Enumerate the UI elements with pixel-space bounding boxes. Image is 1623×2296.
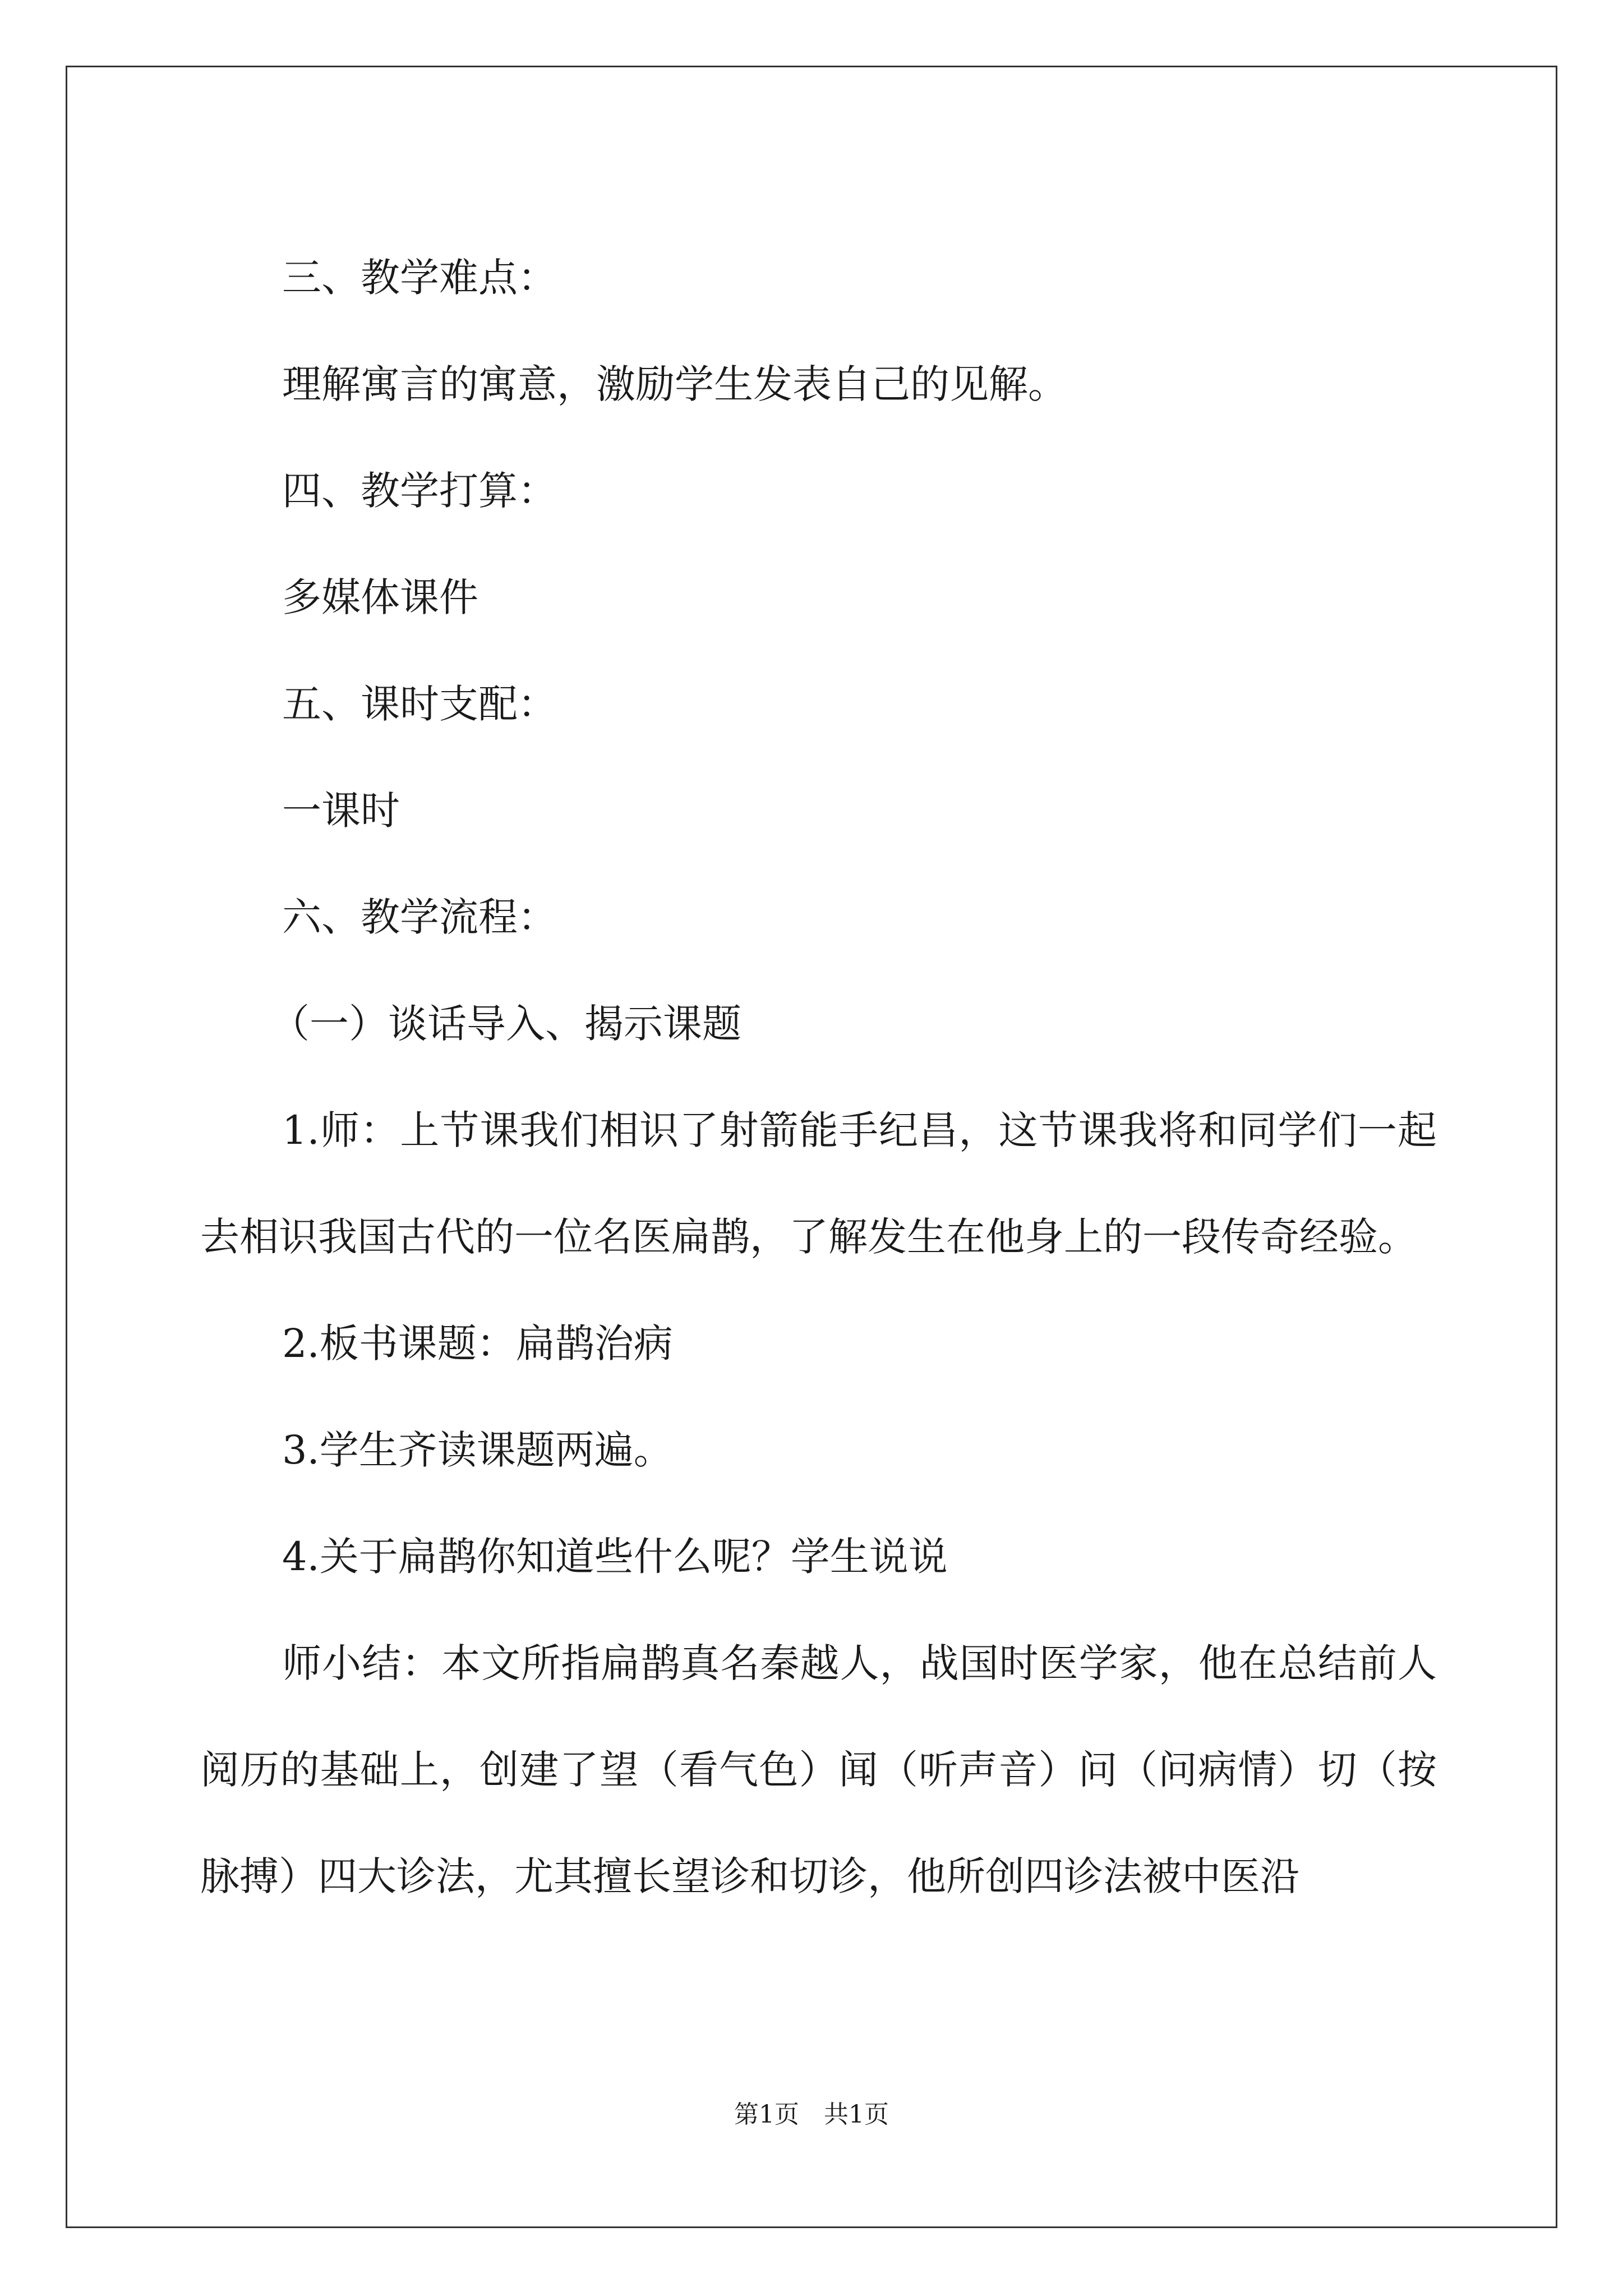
paragraph-schedule: 一课时 bbox=[282, 788, 400, 834]
paragraph-step-3: 3.学生齐读课题两遍。 bbox=[282, 1427, 673, 1473]
paragraph-preparation: 多媒体课件 bbox=[282, 574, 478, 620]
paragraph-step-2: 2.板书课题：扁鹊治病 bbox=[282, 1320, 673, 1366]
heading-difficulties: 三、教学难点： bbox=[282, 255, 557, 301]
heading-process: 六、教学流程： bbox=[282, 894, 557, 940]
page-footer bbox=[0, 2098, 1623, 2132]
page-number: 第1页 bbox=[734, 2100, 799, 2129]
page-total: 共1页 bbox=[824, 2100, 889, 2129]
paragraph-summary: 师小结：本文所指扁鹊真名秦越人，战国时医学家，他在总结前人阅历的基础上，创建了望（看气色）闻（听声音）问（问病情）切（按脉搏）四大诊法，尤其擅长望诊和切诊，他所创四诊法被中医沿 bbox=[200, 1640, 1437, 1899]
heading-preparation: 四、教学打算： bbox=[282, 468, 557, 514]
paragraph-difficulties: 理解寓言的寓意，激励学生发表自己的见解。 bbox=[282, 361, 1067, 407]
paragraph-step-1: 1.师：上节课我们相识了射箭能手纪昌，这节课我将和同学们一起去相识我国古代的一位名医扁鹊，了解发生在他身上的一段传奇经验。 bbox=[200, 1107, 1437, 1260]
heading-schedule: 五、课时支配： bbox=[282, 681, 557, 727]
subheading-intro: （一）谈话导入、揭示课题 bbox=[270, 1001, 741, 1047]
document-body bbox=[200, 224, 1437, 1930]
paragraph-step-4: 4.关于扁鹊你知道些什么呢？学生说说 bbox=[282, 1534, 948, 1580]
